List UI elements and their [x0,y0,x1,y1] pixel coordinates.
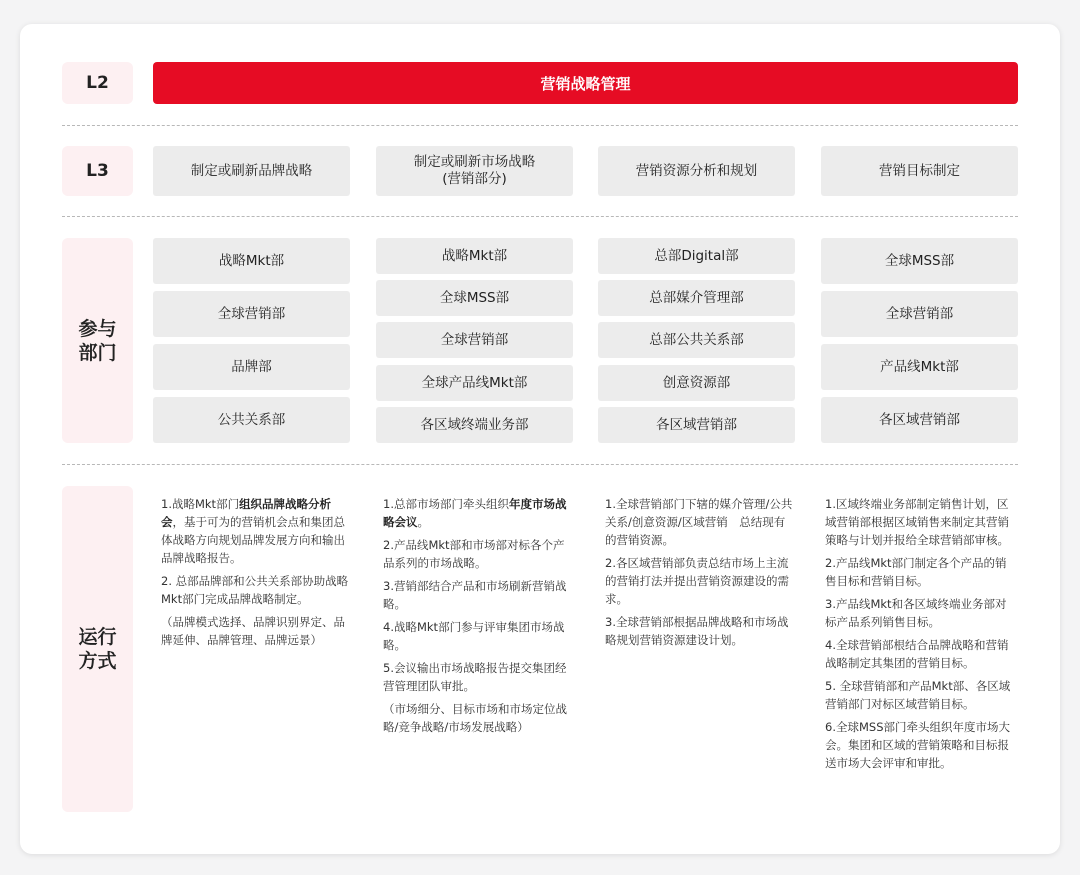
row-label-operations: 运行 方式 [62,486,133,812]
l3-process-box: 营销目标制定 [821,146,1018,196]
operation-step: 5. 全球营销部和产品Mkt部、各区域营销部门对标区域营销目标。 [825,679,1011,711]
operation-note: （品牌模式选择、品牌识别界定、品牌延伸、品牌管理、品牌远景） [161,615,345,647]
separator [62,216,1018,217]
operation-step: 6.全球MSS部门牵头组织年度市场大会。集团和区域的营销策略和目标报送市场大会评审和审批。 [825,720,1010,770]
l3-process-box: 营销资源分析和规划 [598,146,795,196]
department-box: 全球MSS部 [821,238,1018,284]
operation-step: 3.产品线Mkt和各区域终端业务部对标产品系列销售目标。 [825,597,1007,629]
operation-step: 4.战略Mkt部门参与评审集团市场战略。 [383,620,565,652]
operation-step: 3.营销部结合产品和市场刷新营销战略。 [383,579,567,611]
department-box: 各区域终端业务部 [376,407,573,443]
department-box: 产品线Mkt部 [821,344,1018,390]
operation-step: 2.各区域营销部负责总结市场上主流的营销打法并提出营销资源建设的需求。 [605,556,789,606]
department-box: 总部媒介管理部 [598,280,795,316]
department-box: 各区域营销部 [598,407,795,443]
department-box: 全球营销部 [153,291,350,337]
separator [62,464,1018,465]
department-box: 总部Digital部 [598,238,795,274]
row-label-l2: L2 [62,62,133,104]
row-label-departments: 参与 部门 [62,238,133,443]
l3-process-box: 制定或刷新市场战略 (营销部分) [376,146,573,196]
department-box: 全球营销部 [821,291,1018,337]
separator [62,125,1018,126]
operations-column-2 [383,495,571,741]
department-box: 总部公共关系部 [598,322,795,358]
row-label-l3: L3 [62,146,133,196]
operation-step: 1.总部市场部门牵头组织年度市场战略会议。 [383,497,567,529]
operation-step: 5.会议输出市场战略报告提交集团经营管理团队审批。 [383,661,567,693]
operations-column-3 [605,495,793,654]
operation-step: 2.产品线Mkt部和市场部对标各个产品系列的市场战略。 [383,538,565,570]
l2-title-bar: 营销战略管理 [153,62,1018,104]
operation-note: （市场细分、目标市场和市场定位战略/竞争战略/市场发展战略） [383,702,567,734]
l3-process-box: 制定或刷新品牌战略 [153,146,350,196]
operation-step: 1.区域终端业务部制定销售计划，区域营销部根据区域销售来制定其营销策略与计划并报给全球营销部审核。 [825,497,1009,547]
department-box: 全球产品线Mkt部 [376,365,573,401]
department-box: 战略Mkt部 [376,238,573,274]
department-box: 战略Mkt部 [153,238,350,284]
department-box: 创意资源部 [598,365,795,401]
operation-step: 4.全球营销部根结合品牌战略和营销战略制定其集团的营销目标。 [825,638,1009,670]
department-box: 公共关系部 [153,397,350,443]
operation-step: 1.全球营销部门下辖的媒介管理/公共关系/创意资源/区域营销 总结现有的营销资源。 [605,497,793,547]
operation-step: 2.产品线Mkt部门制定各个产品的销售目标和营销目标。 [825,556,1007,588]
department-box: 全球营销部 [376,322,573,358]
department-box: 品牌部 [153,344,350,390]
operations-column-1 [161,495,349,654]
operation-step: 3.全球营销部根据品牌战略和市场战略规划营销资源建设计划。 [605,615,789,647]
operation-step: 2. 总部品牌部和公共关系部协助战略Mkt部门完成品牌战略制定。 [161,574,349,606]
department-box: 各区域营销部 [821,397,1018,443]
operation-step: 1.战略Mkt部门组织品牌战略分析会，基于可为的营销机会点和集团总体战略方向规划品牌发展方向和输出品牌战略报告。 [161,497,345,565]
department-box: 全球MSS部 [376,280,573,316]
operations-column-4 [825,495,1017,777]
